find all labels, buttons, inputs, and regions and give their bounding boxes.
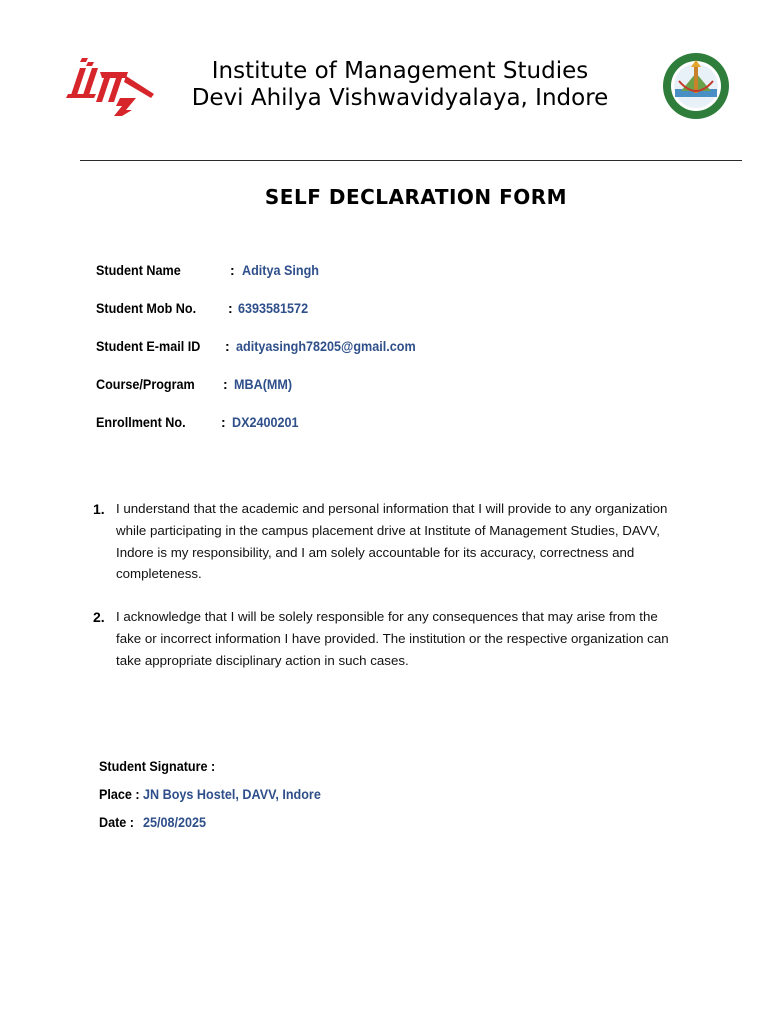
signature-row [99,755,228,777]
date-label: Date : [99,814,135,830]
date-value: 25/08/2025 [143,814,207,830]
place-label: Place : [99,786,140,802]
course-value: MBA(MM) [234,376,293,392]
enrollment-label: Enrollment No. [96,414,186,430]
place-row [99,783,321,805]
university-name: Devi Ahilya Vishwavidyalaya, Indore [191,85,609,111]
enrollment-value: DX2400201 [232,414,299,430]
separator: : [230,262,235,278]
student-email-value: adityasingh78205@gmail.com [236,338,416,354]
header-divider [80,160,742,161]
declaration-number: 2. [93,609,105,625]
form-title: SELF DECLARATION FORM [264,185,568,209]
davv-emblem [661,51,731,121]
student-mobile-label: Student Mob No. [96,300,197,316]
student-email-label: Student E-mail ID [96,338,201,354]
separator: : [221,414,226,430]
declaration-text: I acknowledge that I will be solely responsible for any consequences that may arise from the fake or incorrect information I have provided. The institution or the respective organization can take appropriate disciplinary action in such cases. [116,609,669,668]
student-name-label: Student Name [96,262,181,278]
declaration-text: I understand that the academic and personal information that I will provide to any organization while participating in the campus placement drive at Institute of Management Studies, DAVV, Indore is my responsibility, and I am solely accountable for its accuracy, correctness and completeness. [116,501,668,582]
ims-logo [66,54,156,116]
separator: : [225,338,230,354]
signature-label: Student Signature : [99,758,216,774]
declaration-number: 1. [93,501,105,517]
student-mobile-value: 6393581572 [238,300,309,316]
place-value: JN Boys Hostel, DAVV, Indore [143,786,321,802]
student-name-value: Aditya Singh [242,262,320,278]
date-row [99,811,207,833]
separator: : [228,300,233,316]
separator: : [223,376,228,392]
institute-name: Institute of Management Studies [211,58,589,84]
course-label: Course/Program [96,376,195,392]
